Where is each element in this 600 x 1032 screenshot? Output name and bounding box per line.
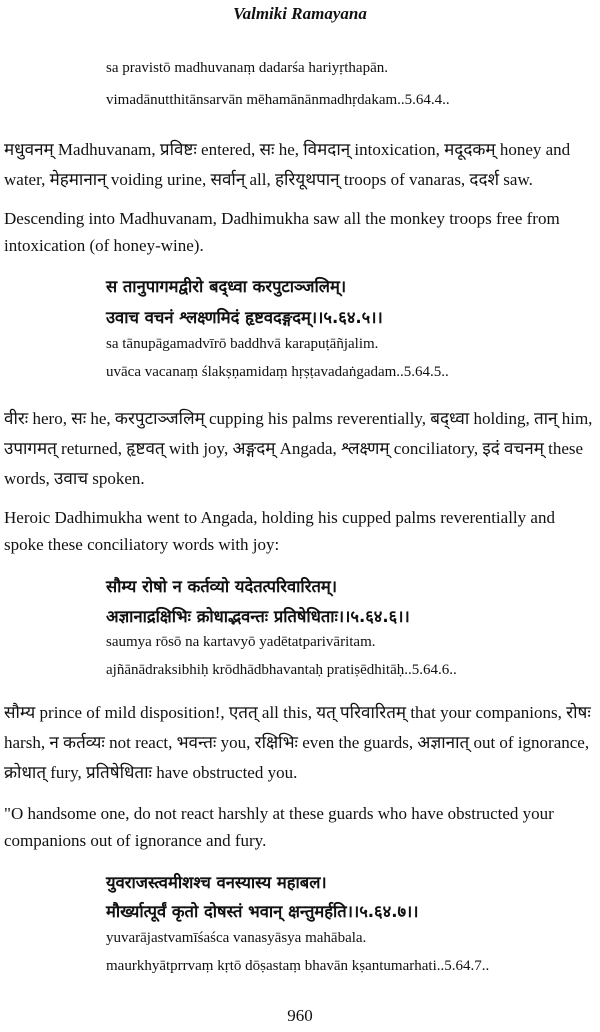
- running-header: Valmiki Ramayana: [233, 4, 367, 23]
- word-gloss-paragraph: मधुवनम् Madhuvanam, प्रविष्टः entered, सः he, विमदान् intoxication, मदूदकम् honey and water, मेहमानान् voiding urine, सर्वान् all, हरियूथपान् troops of vanaras, ददर्श saw.: [4, 140, 571, 189]
- verse-transliteration-line: saumya rōsō na kartavyō yadētatparivāritam.: [106, 634, 376, 650]
- translation-paragraph: Descending into Madhuvanam, Dadhimukha saw all the monkey troops free from intoxication (of honey-wine).: [4, 209, 560, 255]
- verse-transliteration-line: sa pravistō madhuvanaṃ dadarśa hariyṛthapān.: [106, 60, 388, 76]
- verse-devanagari-line: अज्ञानाद्रक्षिभिः क्रोधाद्भवन्तः प्रतिषेधिताः।।५.६४.६।।: [106, 607, 410, 626]
- page-number: 960: [287, 1006, 313, 1025]
- verse-transliteration-line: ajñānādraksibhiḥ krōdhādbhavantaḥ pratiṣēdhitāḥ..5.64.6..: [106, 662, 457, 678]
- verse-devanagari-line: उवाच वचनं श्लक्ष्णमिदं हृष्टवदङ्गदम्।।५.६४.५।।: [106, 308, 383, 327]
- verse-transliteration-line: yuvarājastvamīśaśca vanasyāsya mahābala.: [106, 930, 367, 946]
- word-gloss-paragraph: वीरः hero, सः he, करपुटाञ्जलिम् cupping his palms reverentially, बद्ध्वा holding, तान् him, उपागमत् returned, हृष्टवत् with joy, अङ्गदम् Angada, श्लक्ष्णम् conciliatory, इदं वचनम् these words, उवाच spoken.: [4, 409, 593, 488]
- verse-devanagari-line: युवराजस्त्वमीशश्च वनस्यास्य महाबल।: [106, 873, 327, 892]
- verse-devanagari-line: सौम्य रोषो न कर्तव्यो यदेतत्परिवारितम्।: [106, 577, 337, 596]
- verse-devanagari-line: मौर्ख्यात्पूर्वं कृतो दोषस्तं भवान् क्षन्तुमर्हति।।५.६४.७।।: [106, 902, 419, 921]
- translation-paragraph: Heroic Dadhimukha went to Angada, holding his cupped palms reverentially and spoke these conciliatory words with joy:: [4, 508, 555, 554]
- verse-transliteration-line: maurkhyātprrvaṃ kṛtō dōṣastaṃ bhavān kṣantumarhati..5.64.7..: [106, 958, 490, 974]
- verse-devanagari-line: स तानुपागमद्वीरो बद्ध्वा करपुटाञ्जलिम्।: [106, 277, 347, 296]
- translation-paragraph: "O handsome one, do not react harshly at these guards who have obstructed your companions out of ignorance and fury.: [4, 804, 554, 850]
- verse-transliteration-line: vimadānutthitānsarvān mēhamānānmadhṛdakam..5.64.4..: [106, 92, 450, 108]
- verse-transliteration-line: uvāca vacanaṃ ślakṣṇamidaṃ hṛṣṭavadaṅgadam..5.64.5..: [106, 364, 449, 380]
- word-gloss-paragraph: सौम्य prince of mild disposition!, एतत् all this, यत् परिवारितम् that your companions, रोषः harsh, न कर्तव्यः not react, भवन्तः you, रक्षिभिः even the guards, अज्ञानात् out of ignorance, क्रोधात् fury, प्रतिषेधिताः have obstructed you.: [4, 703, 591, 782]
- verse-transliteration-line: sa tānupāgamadvīrō baddhvā karapuṭāñjalim.: [106, 336, 379, 352]
